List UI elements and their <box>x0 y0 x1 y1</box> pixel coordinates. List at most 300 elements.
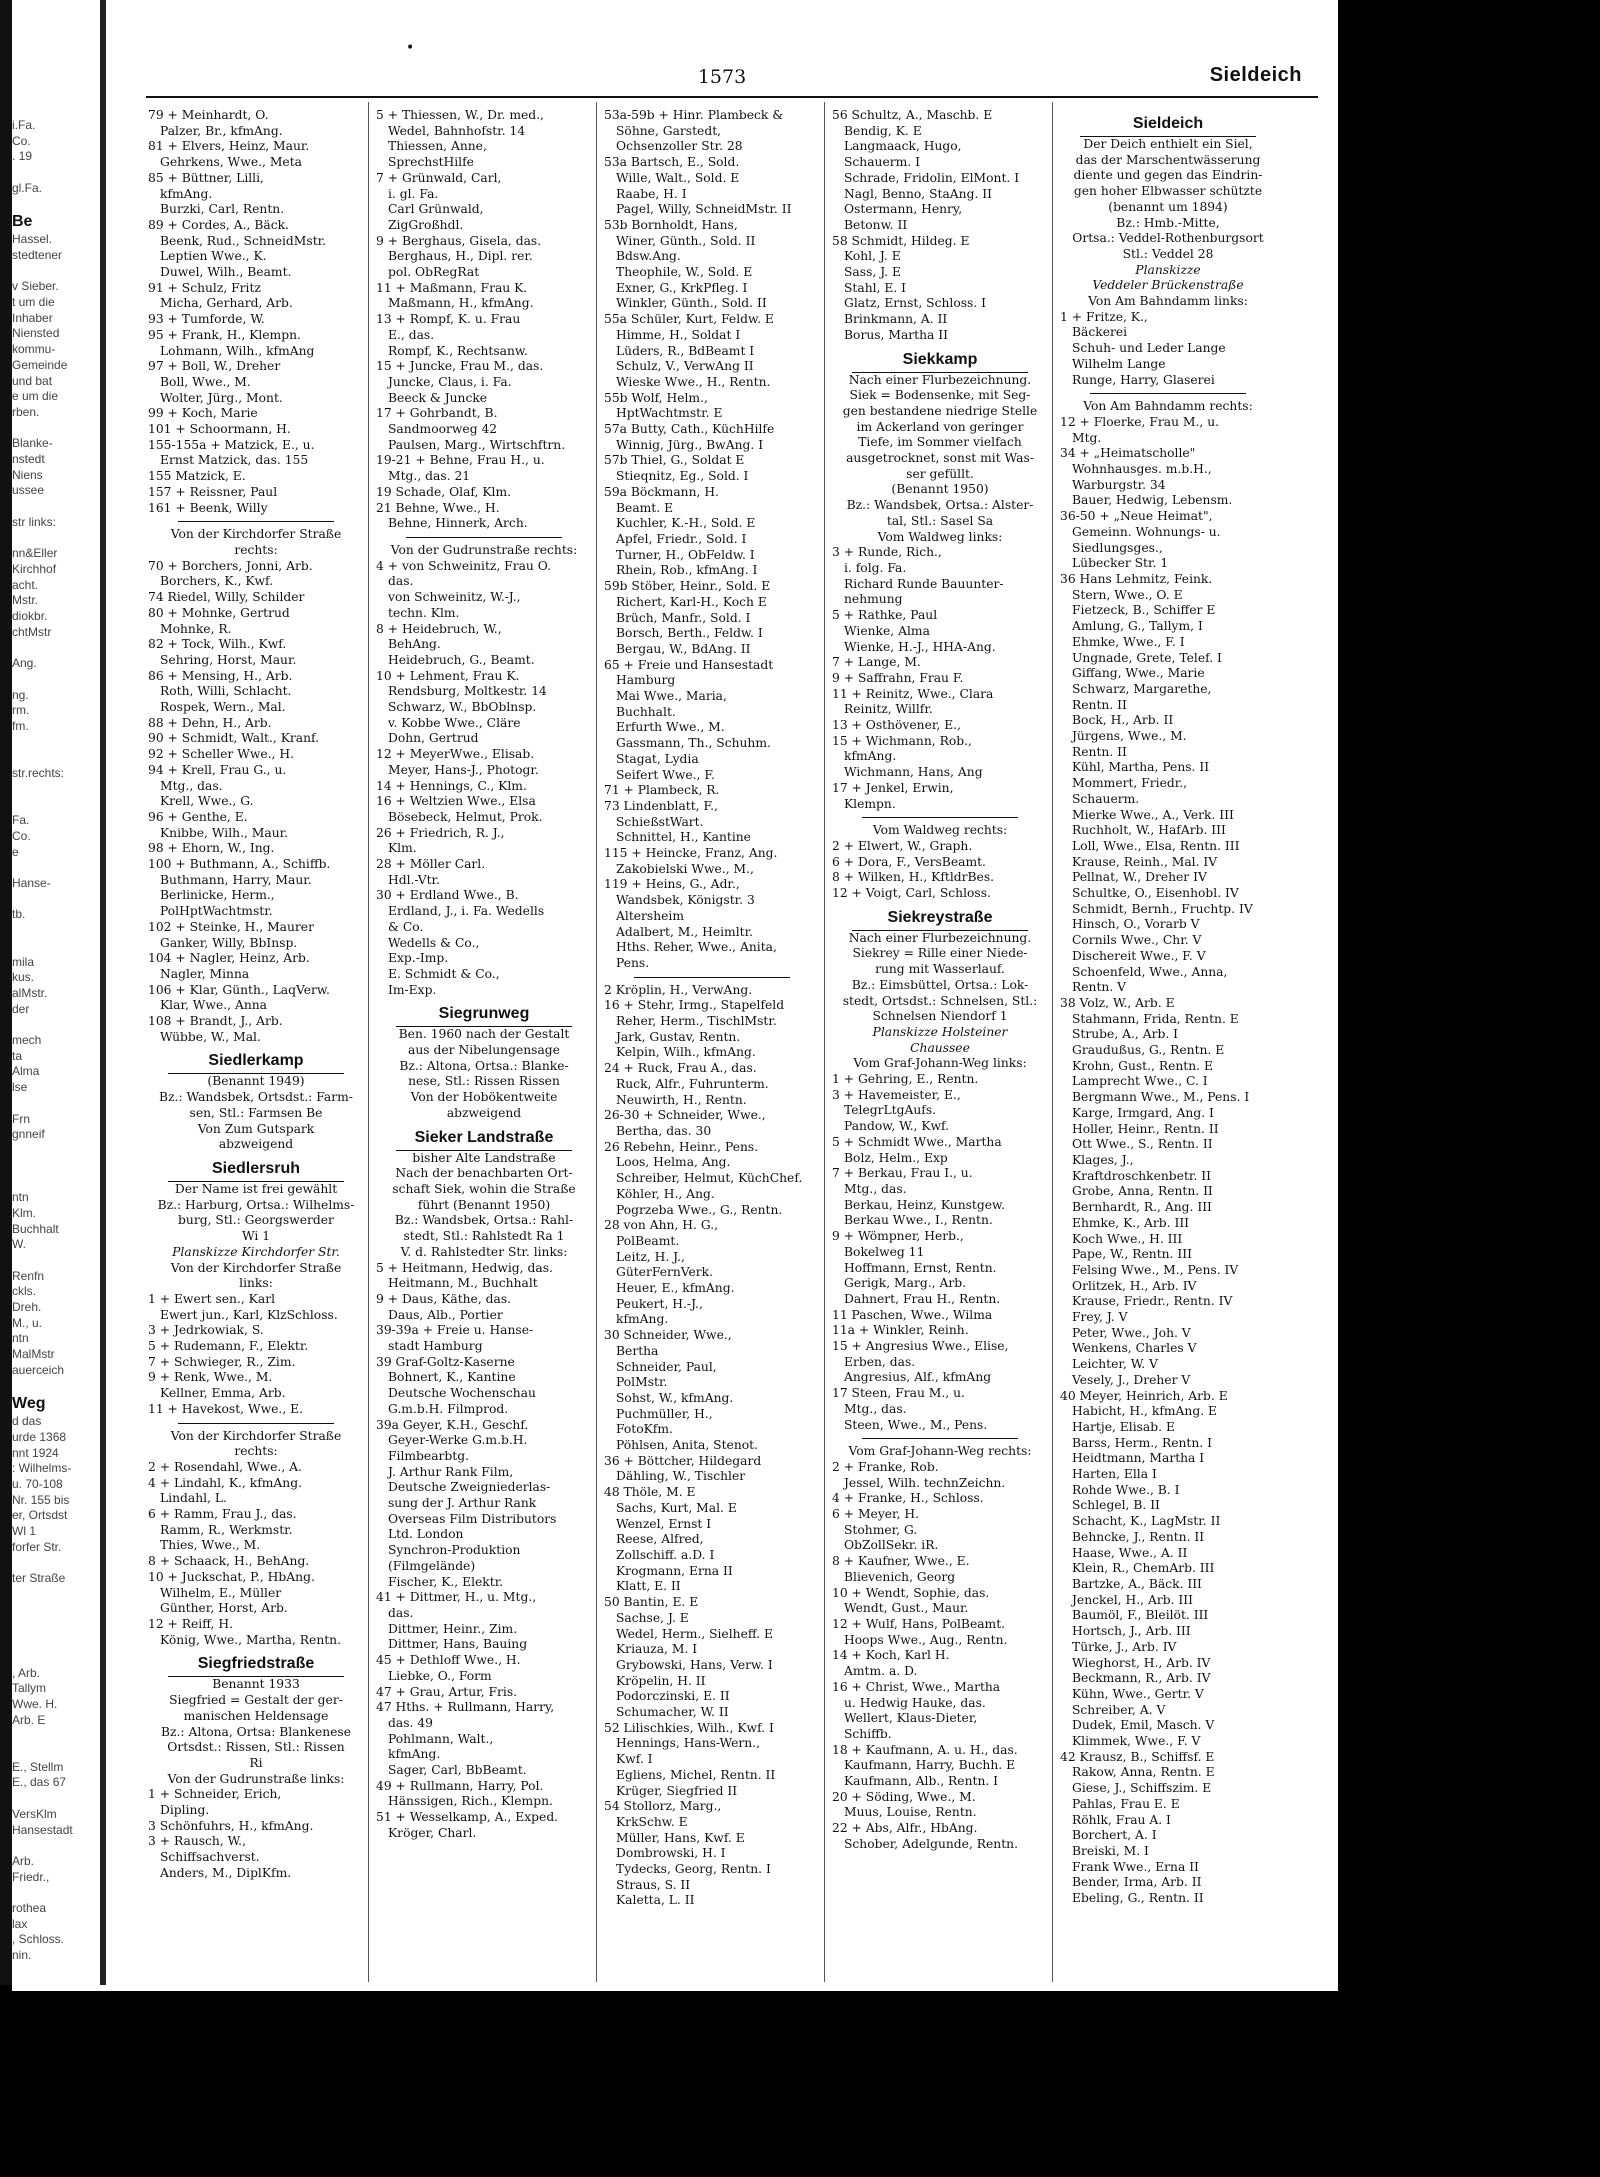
street-note: Schnelsen Niendorf 1 <box>872 1009 1008 1024</box>
neighbor-fragment-line: kus. <box>12 970 35 985</box>
resident-entry: Schrade, Fridolin, ElMont. I <box>844 170 1020 185</box>
resident-entry: Sehring, Horst, Maur. <box>160 652 297 667</box>
resident-entry: Hinsch, O., Vorarb V <box>1072 917 1200 932</box>
neighbor-fragment-line <box>12 860 100 876</box>
street-note: Bz.: Harburg, Ortsa.: Wilhelms- <box>157 1197 355 1212</box>
house-entry: 55b Wolf, Helm., <box>604 390 708 405</box>
resident-entry: Bertha <box>616 1343 659 1358</box>
neighbor-fragment-line: und bat <box>12 373 53 388</box>
house-entry: 51 + Wesselkamp, A., Exped. <box>376 1810 559 1825</box>
resident-entry: Hoffmann, Ernst, Rentn. <box>844 1260 997 1275</box>
street-note: (Benannt 1949) <box>207 1074 305 1089</box>
resident-entry: Barss, Herm., Rentn. I <box>1072 1435 1212 1450</box>
street-note: Bz.: Hmb.-Mitte, <box>1116 215 1220 230</box>
resident-entry: Wedells & Co., <box>388 935 480 950</box>
column-2 <box>376 108 592 1842</box>
resident-entry: Filmbearbtg. <box>388 1448 470 1463</box>
house-entry: 86 + Mensing, H., Arb. <box>148 668 293 683</box>
resident-entry: Warburgstr. 34 <box>1072 477 1166 492</box>
neighbor-fragment-line <box>12 923 100 939</box>
resident-entry: J. Arthur Rank Film, <box>388 1464 514 1479</box>
house-entry: 19-21 + Behne, Frau H., u. <box>376 453 545 468</box>
resident-entry: Muus, Louise, Rentn. <box>844 1805 977 1820</box>
house-entry: 12 + Wulf, Hans, PolBeamt. <box>832 1616 1006 1631</box>
resident-entry: Mai Wwe., Maria, <box>616 689 727 704</box>
resident-entry: Egliens, Michel, Rentn. II <box>616 1767 776 1782</box>
resident-entry: Puchmüller, H., <box>616 1406 713 1421</box>
resident-entry: Schober, Adelgunde, Rentn. <box>844 1836 1018 1851</box>
neighbor-fragment-line <box>12 1744 100 1760</box>
neighbor-fragment-line: fm. <box>12 719 29 734</box>
house-entry: 5 + Schmidt Wwe., Martha <box>832 1134 1002 1149</box>
neighbor-fragment-line: Niens <box>12 467 43 482</box>
resident-entry: Bergau, W., BdAng. II <box>616 641 751 656</box>
scan-border-right <box>1338 0 1600 2177</box>
neighbor-fragment-line: Weg <box>12 1395 46 1413</box>
neighbor-fragment-line <box>12 750 100 766</box>
resident-entry: Kühl, Martha, Pens. II <box>1072 760 1210 775</box>
neighbor-fragment-line <box>12 798 100 814</box>
resident-entry: Schultke, O., Eisenhobl. IV <box>1072 886 1239 901</box>
house-entry: 11 Paschen, Wwe., Wilma <box>832 1307 993 1322</box>
resident-entry: Exner, G., KrkPfleg. I <box>616 280 748 295</box>
street-note: gen bestandene niedrige Stelle <box>842 403 1038 418</box>
resident-entry: Schlegel, B. II <box>1072 1498 1160 1513</box>
resident-entry: Mohnke, R. <box>160 621 232 636</box>
house-entry: 9 + Daus, Käthe, das. <box>376 1291 512 1306</box>
resident-entry: Nagler, Minna <box>160 966 250 981</box>
resident-entry: Wellert, Klaus-Dieter, <box>844 1711 978 1726</box>
street-note: V. d. Rahlstedter Str. links: <box>400 1244 568 1259</box>
neighbor-fragment-line <box>12 1379 100 1395</box>
resident-entry: Schmidt, Bernh., Fruchtp. IV <box>1072 901 1253 916</box>
house-entry: 7 + Grünwald, Carl, <box>376 170 502 185</box>
street-note: schaft Siek, wohin die Straße <box>392 1182 576 1196</box>
resident-entry: Turner, H., ObFeldw. I <box>616 547 755 562</box>
street-note: Ortsa.: Veddel-Rothenburgsort <box>1072 231 1264 246</box>
neighbor-fragment-line: Gemeinde <box>12 357 68 372</box>
resident-entry: TelegrLtgAufs. <box>844 1103 937 1118</box>
resident-entry: Langmaack, Hugo, <box>844 139 962 154</box>
street-note: Ri <box>249 1755 263 1770</box>
resident-entry: Wilhelm Lange <box>1072 356 1166 371</box>
resident-entry: Nagl, Benno, StaAng. II <box>844 186 992 201</box>
column-separator <box>824 102 825 1982</box>
house-entry: 22 + Abs, Alfr., HbAng. <box>832 1821 978 1836</box>
house-entry: 41 + Dittmer, H., u. Mtg., <box>376 1590 537 1605</box>
resident-entry: Berghaus, H., Dipl. rer. <box>388 249 533 264</box>
neighbor-fragment-line: E., das 67 <box>12 1775 67 1790</box>
neighbor-fragment-line <box>12 197 100 213</box>
house-entry: 16 + Weltzien Wwe., Elsa <box>376 794 536 809</box>
house-entry: 53a-59b + Hinr. Plambeck & <box>604 108 784 122</box>
street-note: Siegfried = Gestalt der ger- <box>169 1693 343 1708</box>
neighbor-fragment-line <box>12 165 100 181</box>
house-entry: 36 + Böttcher, Hildegard <box>604 1453 762 1468</box>
house-entry: 26 Rebehn, Heinr., Pens. <box>604 1139 759 1154</box>
resident-entry: Bock, H., Arb. II <box>1072 713 1174 728</box>
house-entry: 3 + Havemeister, E., <box>832 1087 961 1102</box>
house-entry: 8 + Heidebruch, W., <box>376 621 502 636</box>
resident-entry: ObZollSekr. iR. <box>844 1538 939 1553</box>
house-entry: 7 + Lange, M. <box>832 655 921 670</box>
resident-entry: Jürgens, Wwe., M. <box>1072 729 1187 744</box>
neighbor-fragment-line <box>12 499 100 515</box>
resident-entry: (Filmgelände) <box>388 1558 476 1573</box>
street-note: Bz.: Altona, Ortsa: Blankenese <box>160 1724 352 1739</box>
house-entry: 21 Behne, Wwe., H. <box>376 500 500 515</box>
resident-entry: Gassmann, Th., Schuhm. <box>616 736 771 751</box>
resident-entry: Leptien Wwe., K. <box>160 249 267 264</box>
neighbor-fragment-line: alMstr. <box>12 985 48 1000</box>
house-entry: 39 Graf-Goltz-Kaserne <box>376 1354 515 1369</box>
resident-entry: Dähling, W., Tischler <box>616 1469 746 1484</box>
resident-entry: kfmAng. <box>160 186 213 201</box>
block-separator <box>178 1423 334 1424</box>
street-note: tal, Stl.: Sasel Sa <box>886 513 994 528</box>
street-note: Nach einer Flurbezeichnung. <box>848 372 1032 387</box>
neighbor-fragment-line: nin. <box>12 1948 32 1963</box>
resident-entry: Schuh- und Leder Lange <box>1072 341 1226 356</box>
street-note: stedt, Stl.: Rahlstedt Ra 1 <box>403 1229 565 1244</box>
street-note: Von Am Bahndamm links: <box>1088 294 1248 309</box>
neighbor-fragment-line: stedtener <box>12 247 63 262</box>
resident-entry: Bender, Irma, Arb. II <box>1072 1875 1202 1890</box>
house-entry: 4 + Franke, H., Schloss. <box>832 1491 984 1506</box>
resident-entry: Kaufmann, Harry, Buchh. E <box>844 1758 1016 1773</box>
house-entry: 17 Steen, Frau M., u. <box>832 1386 965 1401</box>
resident-entry: Mommert, Friedr., <box>1072 776 1188 791</box>
resident-entry: Wendt, Gust., Maur. <box>844 1601 969 1616</box>
adjacent-page-fragment <box>12 118 100 1978</box>
house-entry: 14 + Koch, Karl H. <box>832 1648 950 1663</box>
neighbor-fragment-line: VersKlm <box>12 1806 57 1821</box>
house-entry: 52 Lilischkies, Wilh., Kwf. I <box>604 1720 774 1735</box>
house-entry: 5 + Rudemann, F., Elektr. <box>148 1339 309 1354</box>
house-entry: 8 + Wilken, H., KftldrBes. <box>832 870 995 885</box>
resident-entry: Stagat, Lydia <box>616 751 699 766</box>
house-entry: 91 + Schulz, Fritz <box>148 280 261 295</box>
street-note: Vom Graf-Johann-Weg links: <box>853 1056 1027 1071</box>
house-entry: 15 + Angresius Wwe., Elise, <box>832 1339 1009 1354</box>
house-entry: 3 + Jedrkowiak, S. <box>148 1323 264 1338</box>
resident-entry: Wilhelm, E., Müller <box>160 1585 282 1600</box>
resident-entry: Heidtmann, Martha I <box>1072 1451 1205 1466</box>
resident-entry: Stahl, E. I <box>844 280 907 295</box>
resident-entry: Klimmek, Wwe., F. V <box>1072 1734 1201 1749</box>
resident-entry: Reinitz, Willfr. <box>844 702 933 717</box>
resident-entry: Jenckel, H., Arb. III <box>1072 1592 1193 1607</box>
resident-entry: Sass, J. E <box>844 265 901 280</box>
street-heading: Siedlerkamp <box>208 1052 304 1070</box>
neighbor-fragment-line: d das <box>12 1414 42 1429</box>
resident-entry: Micha, Gerhard, Arb. <box>160 296 293 311</box>
block-separator <box>862 817 1018 818</box>
column-separator <box>1052 102 1053 1982</box>
resident-entry: Exp.-Imp. <box>388 951 449 966</box>
neighbor-fragment-line: Wl 1 <box>12 1524 36 1539</box>
house-entry: 7 + Berkau, Frau I., u. <box>832 1166 973 1181</box>
neighbor-fragment-line: Frn <box>12 1111 30 1126</box>
house-entry: 13 + Osthövener, E., <box>832 718 961 733</box>
house-entry: 12 + Reiff, H. <box>148 1616 233 1631</box>
resident-entry: Amlung, G., Tallym, I <box>1072 619 1203 634</box>
street-note: (benannt um 1894) <box>1108 199 1228 214</box>
street-heading: Siegrunweg <box>438 1005 530 1023</box>
neighbor-fragment-line: kommu- <box>12 342 56 357</box>
plan-reference: Veddeler Brückenstraße <box>1092 278 1244 293</box>
house-entry: 3 Schönfuhrs, H., kfmAng. <box>148 1818 314 1833</box>
resident-entry: Koch Wwe., H. III <box>1072 1231 1183 1246</box>
resident-entry: E. Schmidt & Co., <box>388 966 500 981</box>
resident-entry: nehmung <box>844 592 903 607</box>
resident-entry: Himme, H., Soldat I <box>616 327 741 342</box>
house-entry: 3 + Rausch, W., <box>148 1834 246 1849</box>
resident-entry: Rentn. II <box>1072 744 1127 759</box>
house-entry: 59b Stöber, Heinr., Sold. E <box>604 579 771 594</box>
resident-entry: Thies, Wwe., M. <box>160 1538 261 1553</box>
resident-entry: Schiffsachverst. <box>160 1850 260 1865</box>
house-entry: 54 Stollorz, Marg., <box>604 1799 722 1814</box>
street-heading: Siekreystraße <box>887 908 993 926</box>
resident-entry: Mtg., das. <box>160 778 223 793</box>
resident-entry: Giese, J., Schiffszim. E <box>1072 1781 1212 1796</box>
resident-entry: Kohl, J. E <box>844 249 901 264</box>
resident-entry: Röhlk, Frau A. I <box>1072 1812 1171 1827</box>
neighbor-fragment-line <box>12 672 100 688</box>
resident-entry: & Co. <box>388 919 424 934</box>
resident-entry: GüterFernVerk. <box>616 1265 714 1280</box>
resident-entry: KrkSchw. E <box>616 1814 688 1829</box>
house-entry: 161 + Beenk, Willy <box>148 500 268 515</box>
resident-entry: i. gl. Fa. <box>388 186 439 201</box>
resident-entry: FotoKfm. <box>616 1422 673 1437</box>
resident-entry: E., das. <box>388 327 435 342</box>
house-entry: 96 + Genthe, E. <box>148 809 248 824</box>
plan-reference: Chaussee <box>910 1040 970 1055</box>
house-entry: 12 + MeyerWwe., Elisab. <box>376 747 535 762</box>
house-entry: 15 + Wichmann, Rob., <box>832 733 972 748</box>
street-note: (Benannt 1950) <box>891 482 989 497</box>
house-entry: 36-50 + „Neue Heimat", <box>1060 509 1213 524</box>
neighbor-fragment-line <box>12 264 100 280</box>
house-entry: 11 + Reinitz, Wwe., Clara <box>832 686 994 701</box>
resident-entry: Hartje, Elisab. E <box>1072 1419 1175 1434</box>
neighbor-fragment-line: t um die <box>12 295 55 310</box>
street-heading: Siegfriedstraße <box>197 1655 315 1673</box>
house-entry: 99 + Koch, Marie <box>148 406 258 421</box>
neighbor-fragment-line <box>12 1791 100 1807</box>
resident-entry: Raabe, H. I <box>616 186 687 201</box>
resident-entry: Meyer, Hans-J., Photogr. <box>388 762 539 777</box>
resident-entry: Wolter, Jürg., Mont. <box>160 390 283 405</box>
neighbor-fragment-line: ta <box>12 1048 23 1063</box>
resident-entry: Winkler, Günth., Sold. II <box>616 296 767 311</box>
resident-entry: Mtg., das. 21 <box>388 469 471 484</box>
street-note: Tiefe, im Sommer vielfach <box>858 435 1022 450</box>
resident-entry: sung der J. Arthur Rank <box>388 1496 537 1511</box>
resident-entry: Ewert jun., Karl, KlzSchloss. <box>160 1307 338 1322</box>
house-entry: 70 + Borchers, Jonni, Arb. <box>148 558 313 573</box>
resident-entry: Knibbe, Wilh., Maur. <box>160 825 289 840</box>
resident-entry: Stohmer, G. <box>844 1522 918 1537</box>
neighbor-fragment-line <box>12 1728 100 1744</box>
neighbor-fragment-line: Co. <box>12 828 31 843</box>
neighbor-fragment-line: str links: <box>12 514 57 529</box>
resident-entry: Schoenfeld, Wwe., Anna, <box>1072 964 1228 979</box>
house-entry: 74 Riedel, Willy, Schilder <box>148 590 305 605</box>
neighbor-fragment-line: acht. <box>12 577 39 592</box>
resident-entry: Reese, Alfred, <box>616 1532 704 1547</box>
house-entry: 98 + Ehorn, W., Ing. <box>148 841 275 856</box>
resident-entry: Theophile, W., Sold. E <box>616 265 753 280</box>
neighbor-fragment-line <box>12 1603 100 1619</box>
scan-border-left <box>0 0 12 1985</box>
house-entry: 6 + Ramm, Frau J., das. <box>148 1507 297 1522</box>
house-entry: 10 + Juckschat, P., HbAng. <box>148 1569 315 1584</box>
column-5 <box>1060 108 1276 1907</box>
house-entry: 59a Böckmann, H. <box>604 484 719 499</box>
resident-entry: Buthmann, Harry, Maur. <box>160 872 312 887</box>
resident-entry: Schauerm. I <box>844 155 920 170</box>
street-note: Vom Graf-Johann-Weg rechts: <box>848 1444 1032 1459</box>
resident-entry: Bäckerei <box>1072 325 1128 340</box>
resident-entry: Heuer, E., kfmAng. <box>616 1281 735 1296</box>
neighbor-fragment-line <box>12 421 100 437</box>
neighbor-fragment-line: : Wilhelms- <box>12 1461 72 1476</box>
resident-entry: Amtm. a. D. <box>844 1664 918 1679</box>
house-entry: 8 + Kaufner, Wwe., E. <box>832 1554 970 1569</box>
neighbor-fragment-line: Wwe. H. <box>12 1696 58 1711</box>
resident-entry: Leichter, W. V <box>1072 1357 1158 1372</box>
resident-entry: Schwarz, W., BbOblnsp. <box>388 700 537 715</box>
street-note: Von der Kirchdorfer Straße <box>170 1260 342 1275</box>
neighbor-fragment-line: rben. <box>12 404 40 419</box>
house-entry: 2 + Rosendahl, Wwe., A. <box>148 1459 302 1474</box>
resident-entry: Krüger, Siegfried II <box>616 1783 738 1798</box>
street-note: Stl.: Veddel 28 <box>1122 246 1214 261</box>
street-note: sen, Stl.: Farmsen Be <box>189 1105 323 1120</box>
street-note: Von der Kirchdorfer Straße <box>170 527 342 542</box>
resident-entry: Sandmoorweg 42 <box>388 422 498 437</box>
house-entry: 12 + Floerke, Frau M., u. <box>1060 414 1220 429</box>
header-rule <box>146 96 1318 98</box>
resident-entry: PolMstr. <box>616 1375 668 1390</box>
neighbor-fragment-line: nn&Eller <box>12 546 58 561</box>
plan-reference: Planskizze Kirchdorfer Str. <box>172 1244 340 1259</box>
neighbor-fragment-line <box>12 1964 100 1980</box>
resident-entry: Gemeinn. Wohnungs- u. <box>1072 524 1221 539</box>
resident-entry: Pöhlsen, Anita, Stenot. <box>616 1438 758 1453</box>
resident-entry: Kraftdroschkenbetr. II <box>1072 1168 1211 1183</box>
house-entry: 5 + Rathke, Paul <box>832 608 938 623</box>
house-entry: 11 + Maßmann, Frau K. <box>376 280 528 295</box>
street-note: Ben. 1960 nach der Gestalt <box>398 1027 570 1042</box>
resident-entry: Wienke, H.-J., HHA-Ang. <box>844 639 996 654</box>
neighbor-fragment-line: Tallym <box>12 1681 47 1696</box>
neighbor-fragment-line: Inhaber <box>12 310 53 325</box>
resident-entry: Daus, Alb., Portier <box>388 1307 503 1322</box>
neighbor-fragment-line: Hanse- <box>12 876 51 891</box>
street-note: Von der Gudrunstraße rechts: <box>390 542 578 557</box>
plan-reference: Planskizze <box>1135 262 1201 277</box>
resident-entry: Pohlmann, Walt., <box>388 1731 494 1746</box>
resident-entry: techn. Klm. <box>388 605 460 620</box>
house-entry: 9 + Wömpner, Herb., <box>832 1229 964 1244</box>
neighbor-fragment-line: gl.Fa. <box>12 180 43 195</box>
street-note: Nach der benachbarten Ort- <box>395 1166 573 1181</box>
resident-entry: Liebke, O., Form <box>388 1668 492 1683</box>
house-entry: 1 + Gehring, E., Rentn. <box>832 1072 979 1087</box>
house-entry: 30 Schneider, Wwe., <box>604 1328 732 1343</box>
resident-entry: v. Kobbe Wwe., Cläre <box>388 715 521 730</box>
resident-entry: Bertha, das. 30 <box>616 1124 712 1138</box>
house-entry: 48 Thöle, M. E <box>604 1485 696 1500</box>
house-entry: 11a + Winkler, Reinh. <box>832 1323 969 1338</box>
resident-entry: pol. ObRegRat <box>388 265 480 280</box>
house-entry: 56 Schultz, A., Maschb. E <box>832 108 993 122</box>
street-note: Von der Hobökentweite <box>410 1090 558 1105</box>
resident-entry: Wandsbek, Königstr. 3 <box>616 893 755 908</box>
resident-entry: Beenk, Rud., SchneidMstr. <box>160 233 327 248</box>
resident-entry: Lüders, R., BdBeamt I <box>616 343 755 358</box>
neighbor-fragment-line: chtMstr <box>12 624 52 639</box>
resident-entry: Ungnade, Grete, Telef. I <box>1072 650 1222 665</box>
house-entry: 155-155a + Matzick, E., u. <box>148 437 315 452</box>
resident-entry: Ganker, Willy, BbInsp. <box>160 935 298 950</box>
street-note: rechts: <box>234 1444 278 1459</box>
house-entry: 11 + Havekost, Wwe., E. <box>148 1401 304 1416</box>
resident-entry: Harten, Ella I <box>1072 1467 1157 1482</box>
resident-entry: Bauer, Hedwig, Lebensm. <box>1072 493 1233 508</box>
neighbor-fragment-line: v Sieber. <box>12 279 59 294</box>
house-entry: 49 + Rullmann, Harry, Pol. <box>376 1778 544 1793</box>
resident-entry: Bergmann Wwe., M., Pens. I <box>1072 1090 1250 1105</box>
resident-entry: Pape, W., Rentn. III <box>1072 1247 1192 1262</box>
resident-entry: Dipling. <box>160 1803 210 1818</box>
neighbor-fragment-line <box>12 1650 100 1666</box>
house-entry: 34 + „Heimatscholle" <box>1060 446 1196 461</box>
neighbor-fragment-line <box>12 1174 100 1190</box>
house-entry: 14 + Hennings, C., Klm. <box>376 778 527 793</box>
resident-entry: Runge, Harry, Glaserei <box>1072 372 1215 387</box>
resident-entry: Wienke, Alma <box>844 623 930 638</box>
resident-entry: Mierke Wwe., A., Verk. III <box>1072 807 1234 822</box>
neighbor-fragment-line: Klm. <box>12 1205 36 1220</box>
street-heading: Siekkamp <box>902 350 978 368</box>
neighbor-fragment-line <box>12 641 100 657</box>
resident-entry: Glatz, Ernst, Schloss. I <box>844 296 987 311</box>
house-entry: 108 + Brandt, J., Arb. <box>148 1014 283 1029</box>
street-note: aus der Nibelungensage <box>408 1043 560 1058</box>
resident-entry: Kröger, Charl. <box>388 1825 477 1840</box>
resident-entry: Winer, Günth., Sold. II <box>616 233 756 248</box>
street-note: Der Name ist frei gewählt <box>174 1182 338 1196</box>
resident-entry: Podorczinski, E. II <box>616 1689 730 1704</box>
resident-entry: Habicht, H., kfmAng. E <box>1072 1404 1218 1419</box>
neighbor-fragment-line: Buchhalt <box>12 1221 59 1236</box>
house-entry: 80 + Mohnke, Gertrud <box>148 605 290 620</box>
resident-entry: Beamt. E <box>616 500 674 515</box>
resident-entry: Carl Grünwald, <box>388 202 484 217</box>
resident-entry: Seifert Wwe., F. <box>616 767 715 782</box>
resident-entry: Bokelweg 11 <box>844 1244 925 1259</box>
neighbor-fragment-line: Alma <box>12 1064 40 1079</box>
resident-entry: Altersheim <box>616 908 685 923</box>
resident-entry: Loos, Helma, Ang. <box>616 1155 731 1170</box>
resident-entry: Kaletta, L. II <box>616 1893 695 1908</box>
resident-entry: Türke, J., Arb. IV <box>1072 1639 1177 1654</box>
